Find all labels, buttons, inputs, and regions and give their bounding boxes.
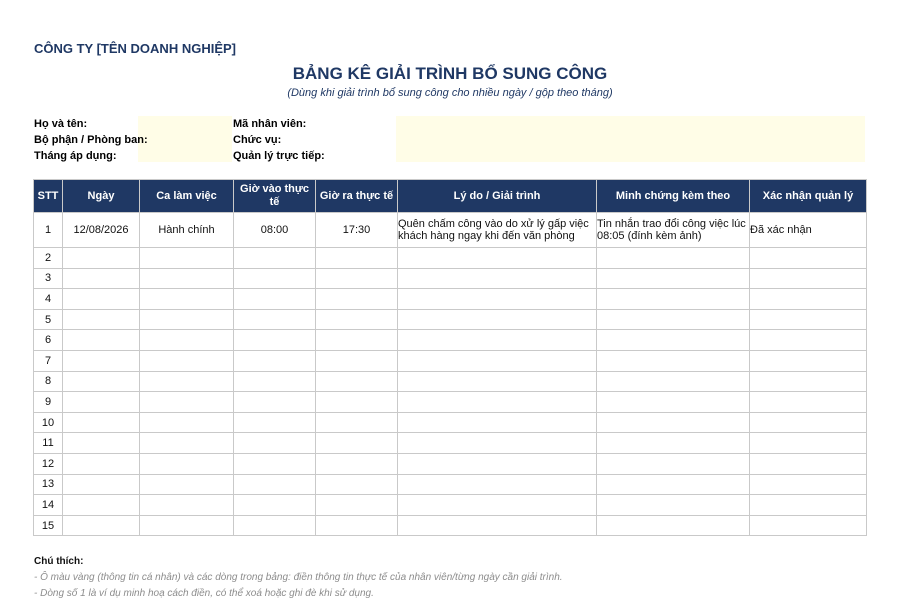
cell-time-in[interactable] — [234, 309, 316, 330]
cell-approval[interactable] — [750, 330, 867, 351]
cell-stt: 10 — [34, 412, 63, 433]
cell-stt: 2 — [34, 248, 63, 269]
cell-reason[interactable] — [398, 392, 597, 413]
cell-date[interactable] — [63, 289, 140, 310]
cell-stt: 9 — [34, 392, 63, 413]
cell-approval[interactable] — [750, 392, 867, 413]
cell-evidence[interactable] — [597, 474, 750, 495]
full-name-field[interactable] — [138, 116, 232, 162]
cell-approval[interactable] — [750, 453, 867, 474]
cell-time-in[interactable] — [234, 392, 316, 413]
cell-date[interactable] — [63, 495, 140, 516]
table-row — [34, 268, 867, 289]
cell-time-in[interactable] — [234, 412, 316, 433]
cell-approval[interactable] — [750, 474, 867, 495]
cell-time-in[interactable] — [234, 453, 316, 474]
cell-approval[interactable] — [750, 371, 867, 392]
cell-time-in[interactable] — [234, 515, 316, 536]
cell-stt: 15 — [34, 515, 63, 536]
cell-approval[interactable] — [750, 412, 867, 433]
cell-reason[interactable]: Quên chấm công vào do xử lý gấp việc khách hàng ngay khi đến văn phòng — [398, 213, 597, 248]
position-label: Chức vụ: — [233, 134, 282, 146]
cell-shift[interactable]: Hành chính — [140, 213, 234, 248]
cell-date[interactable] — [63, 248, 140, 269]
table-row — [34, 350, 867, 371]
cell-time-out[interactable] — [316, 248, 398, 269]
cell-reason[interactable] — [398, 350, 597, 371]
cell-evidence[interactable] — [597, 515, 750, 536]
cell-time-out[interactable] — [316, 433, 398, 454]
cell-reason[interactable] — [398, 289, 597, 310]
cell-stt: 14 — [34, 495, 63, 516]
cell-time-out[interactable] — [316, 350, 398, 371]
cell-time-in[interactable] — [234, 474, 316, 495]
cell-shift[interactable] — [140, 453, 234, 474]
header-approval: Xác nhận quản lý — [750, 180, 867, 213]
cell-date[interactable] — [63, 515, 140, 536]
cell-evidence[interactable] — [597, 248, 750, 269]
cell-time-in[interactable] — [234, 350, 316, 371]
cell-shift[interactable] — [140, 474, 234, 495]
cell-time-in[interactable] — [234, 495, 316, 516]
table-header-row — [34, 180, 867, 213]
cell-time-out[interactable] — [316, 453, 398, 474]
page-subtitle: (Dùng khi giải trình bổ sung công cho nhiều ngày / gộp theo tháng) — [287, 87, 613, 99]
cell-date[interactable] — [63, 392, 140, 413]
cell-approval[interactable] — [750, 350, 867, 371]
cell-time-out[interactable] — [316, 392, 398, 413]
note-line-2: - Dòng số 1 là ví dụ minh hoạ cách điền, có thể xoá hoặc ghi đè khi sử dụng. — [34, 588, 374, 599]
cell-stt: 3 — [34, 268, 63, 289]
header-stt: STT — [34, 180, 63, 213]
cell-reason[interactable] — [398, 412, 597, 433]
table-row — [34, 495, 867, 516]
cell-reason[interactable] — [398, 248, 597, 269]
table-row — [34, 474, 867, 495]
cell-time-in[interactable] — [234, 330, 316, 351]
cell-evidence[interactable] — [597, 330, 750, 351]
header-reason: Lý do / Giải trình — [398, 180, 597, 213]
company-name: CÔNG TY [TÊN DOANH NGHIỆP] — [34, 41, 236, 56]
header-time-in: Giờ vào thực tế — [234, 180, 316, 213]
cell-reason[interactable] — [398, 371, 597, 392]
cell-stt: 8 — [34, 371, 63, 392]
cell-time-out[interactable] — [316, 412, 398, 433]
cell-time-out[interactable] — [316, 474, 398, 495]
cell-shift[interactable] — [140, 515, 234, 536]
cell-evidence[interactable] — [597, 289, 750, 310]
cell-shift[interactable] — [140, 309, 234, 330]
header-evidence: Minh chứng kèm theo — [597, 180, 750, 213]
cell-time-in[interactable] — [234, 289, 316, 310]
note-line-1: - Ô màu vàng (thông tin cá nhân) và các dòng trong bảng: điền thông tin thực tế của nhân viên/từng ngày cần giải trình. — [34, 572, 563, 583]
cell-reason[interactable] — [398, 474, 597, 495]
cell-time-in[interactable] — [234, 268, 316, 289]
cell-evidence[interactable] — [597, 392, 750, 413]
cell-evidence[interactable] — [597, 309, 750, 330]
cell-shift[interactable] — [140, 495, 234, 516]
department-label: Bộ phận / Phòng ban: — [34, 134, 148, 146]
cell-evidence[interactable] — [597, 350, 750, 371]
cell-reason[interactable] — [398, 309, 597, 330]
manager-label: Quản lý trực tiếp: — [233, 150, 325, 162]
cell-approval[interactable]: Đã xác nhận — [750, 213, 867, 248]
cell-shift[interactable] — [140, 412, 234, 433]
cell-date[interactable] — [63, 371, 140, 392]
cell-approval[interactable] — [750, 248, 867, 269]
cell-reason[interactable] — [398, 433, 597, 454]
table-row — [34, 515, 867, 536]
cell-reason[interactable] — [398, 515, 597, 536]
table-row — [34, 213, 867, 248]
table-row — [34, 330, 867, 351]
cell-date[interactable] — [63, 433, 140, 454]
cell-shift[interactable] — [140, 371, 234, 392]
cell-date[interactable] — [63, 330, 140, 351]
cell-stt: 6 — [34, 330, 63, 351]
cell-stt: 11 — [34, 433, 63, 454]
cell-reason[interactable] — [398, 268, 597, 289]
cell-time-out[interactable] — [316, 268, 398, 289]
cell-date[interactable] — [63, 453, 140, 474]
cell-evidence[interactable] — [597, 495, 750, 516]
cell-shift[interactable] — [140, 268, 234, 289]
cell-time-out[interactable] — [316, 371, 398, 392]
cell-stt: 1 — [34, 213, 63, 248]
cell-stt: 13 — [34, 474, 63, 495]
cell-time-out[interactable]: 17:30 — [316, 213, 398, 248]
cell-evidence[interactable] — [597, 453, 750, 474]
cell-date[interactable] — [63, 474, 140, 495]
cell-shift[interactable] — [140, 330, 234, 351]
cell-evidence[interactable]: Tin nhắn trao đổi công việc lúc 08:05 (đính kèm ảnh) — [597, 213, 750, 248]
cell-evidence[interactable] — [597, 371, 750, 392]
cell-date[interactable] — [63, 412, 140, 433]
cell-time-in[interactable] — [234, 433, 316, 454]
cell-approval[interactable] — [750, 289, 867, 310]
table-row — [34, 248, 867, 269]
cell-shift[interactable] — [140, 350, 234, 371]
table-row — [34, 289, 867, 310]
cell-shift[interactable] — [140, 289, 234, 310]
cell-reason[interactable] — [398, 453, 597, 474]
cell-approval[interactable] — [750, 433, 867, 454]
table-row — [34, 309, 867, 330]
cell-date[interactable] — [63, 350, 140, 371]
cell-date[interactable] — [63, 309, 140, 330]
table-row — [34, 412, 867, 433]
month-label: Tháng áp dụng: — [34, 150, 117, 162]
explanation-table — [33, 179, 867, 536]
cell-time-out[interactable] — [316, 495, 398, 516]
header-time-out: Giờ ra thực tế — [316, 180, 398, 213]
cell-time-in[interactable] — [234, 248, 316, 269]
cell-reason[interactable] — [398, 495, 597, 516]
cell-time-out[interactable] — [316, 289, 398, 310]
employee-id-label: Mã nhân viên: — [233, 118, 307, 130]
cell-stt: 12 — [34, 453, 63, 474]
cell-shift[interactable] — [140, 392, 234, 413]
full-name-label: Họ và tên: — [34, 118, 88, 130]
cell-stt: 7 — [34, 350, 63, 371]
cell-date[interactable] — [63, 268, 140, 289]
page-title: BẢNG KÊ GIẢI TRÌNH BỔ SUNG CÔNG — [292, 64, 608, 83]
cell-time-out[interactable] — [316, 515, 398, 536]
cell-stt: 4 — [34, 289, 63, 310]
cell-shift[interactable] — [140, 433, 234, 454]
cell-stt: 5 — [34, 309, 63, 330]
table-row — [34, 371, 867, 392]
cell-evidence[interactable] — [597, 433, 750, 454]
header-date: Ngày — [63, 180, 140, 213]
header-shift: Ca làm việc — [140, 180, 234, 213]
cell-date[interactable]: 12/08/2026 — [63, 213, 140, 248]
notes-heading: Chú thích: — [34, 556, 84, 567]
cell-approval[interactable] — [750, 268, 867, 289]
cell-time-out[interactable] — [316, 309, 398, 330]
cell-approval[interactable] — [750, 495, 867, 516]
table-row — [34, 392, 867, 413]
cell-evidence[interactable] — [597, 412, 750, 433]
cell-time-in[interactable]: 08:00 — [234, 213, 316, 248]
table-row — [34, 433, 867, 454]
cell-approval[interactable] — [750, 309, 867, 330]
cell-time-out[interactable] — [316, 330, 398, 351]
cell-shift[interactable] — [140, 248, 234, 269]
cell-evidence[interactable] — [597, 268, 750, 289]
cell-time-in[interactable] — [234, 371, 316, 392]
employee-info-field[interactable] — [396, 116, 865, 162]
cell-approval[interactable] — [750, 515, 867, 536]
cell-reason[interactable] — [398, 330, 597, 351]
table-row — [34, 453, 867, 474]
